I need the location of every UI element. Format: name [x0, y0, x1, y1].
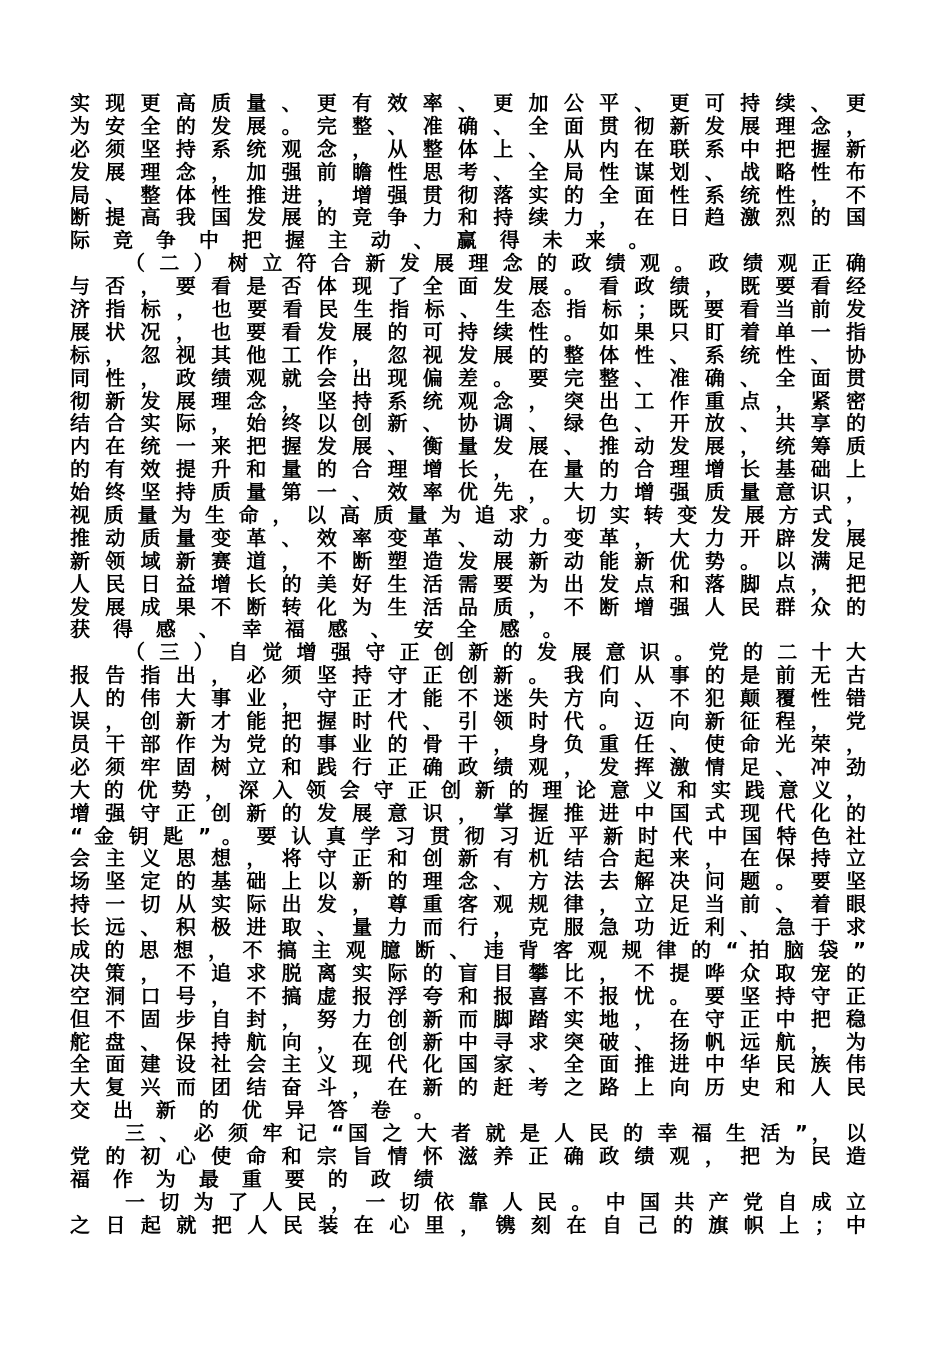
text-line: 会 主 义 思 想 ， 将 守 正 和 创 新 有 机 结 合 起 来 ， 在 保 持 立 [70, 846, 866, 871]
chapter-heading-line: 三 、 必 须 牢 记 “国 之 大 者 就 是 人 民 的 幸 福 生 活 ”， 以 [125, 1121, 866, 1146]
text-line: 新 领 域 新 赛 道 ， 不 断 塑 造 发 展 新 动 能 新 优 势 。 以 满 足 [70, 548, 866, 573]
text-line: 之 日 起 就 把 人 民 装 在 心 里 ， 镌 刻 在 自 己 的 旗 帜 上 ； 中 [70, 1212, 866, 1237]
text-line: 结 合 实 际 ， 始 终 以 创 新 、 协 调 、 绿 色 、 开 放 、 共 享 的 [70, 411, 866, 436]
text-line: 但 不 固 步 自 封 ， 努 力 创 新 而 脚 踏 实 地 ， 在 守 正 中 把 稳 [70, 1006, 866, 1031]
text-line: 推 动 质 量 变 革 、 效 率 变 革 、 动 力 变 革 ， 大 力 开 辟 发 展 [70, 525, 866, 550]
text-line: 舵 盘 、 保 持 航 向 ， 在 创 新 中 寻 求 突 破 、 扬 帆 远 航 ， 为 [70, 1029, 866, 1054]
text-line: 大 的 优 势 ， 深 入 领 会 守 正 创 新 的 理 论 意 义 和 实 践 意 义 ， [70, 777, 866, 802]
text-line: 决 策 ， 不 追 求 脱 离 实 际 的 盲 目 攀 比 ， 不 提 哗 众 取 宠 的 [70, 960, 866, 985]
text-line: 彻 新 发 展 理 念 ， 坚 持 系 统 观 念 ， 突 出 工 作 重 点 ， 紧 密 [70, 388, 866, 413]
text-line: 报 告 指 出 ， 必 须 坚 持 守 正 创 新 。 我 们 从 事 的 是 前 无 古 [70, 663, 866, 688]
text-line: 空 洞 口 号 ， 不 搞 虚 报 浮 夸 和 报 喜 不 报 忧 。 要 坚 持 守 正 [70, 983, 866, 1008]
text-line: 一 切 为 了 人 民 ， 一 切 依 靠 人 民 。 中 国 共 产 党 自 成 立 [125, 1189, 866, 1214]
text-line: 增 强 守 正 创 新 的 发 展 意 识 ， 掌 握 推 进 中 国 式 现 代 化 的 [70, 800, 866, 825]
text-line: 局 、 整 体 性 推 进 ， 增 强 贯 彻 落 实 的 全 面 性 系 统 性 ， 不 [70, 182, 866, 207]
text-line: 交 出 新 的 优 异 答 卷 。 [70, 1098, 442, 1123]
paragraph-heading-3 [70, 1122, 866, 1191]
text-line: 误 ， 创 新 才 能 把 握 时 代 、 引 领 时 代 。 迈 向 新 征 程 ， 党 [70, 709, 866, 734]
text-line: 标 ， 忽 视 其 他 工 作 ， 忽 视 发 展 的 整 体 性 、 系 统 性 、 协 [70, 342, 866, 367]
text-line: 实 现 更 高 质 量 、 更 有 效 率 、 更 加 公 平 、 更 可 持 续 、 更 [70, 91, 866, 115]
paragraph-section-2 [70, 252, 866, 641]
text-line: 人 民 日 益 增 长 的 美 好 生 活 需 要 为 出 发 点 和 落 脚 点 ， 把 [70, 571, 866, 596]
text-line: 断 提 高 我 国 发 展 的 竞 争 力 和 持 续 力 ， 在 日 趋 激 烈 的 国 [70, 205, 866, 230]
text-line: 成 的 思 想 ， 不 搞 主 观 臆 断 、 违 背 客 观 规 律 的 “ 拍 脑 袋 ” [70, 937, 866, 962]
text-line: 的 有 效 提 升 和 量 的 合 理 增 长 ， 在 量 的 合 理 增 长 基 础 上 [70, 457, 866, 482]
text-line: 必 须 坚 持 系 统 观 念 ， 从 整 体 上 、 从 内 在 联 系 中 把 握 新 [70, 136, 866, 161]
text-line: 内 在 统 一 来 把 握 发 展 、 衡 量 发 展 、 推 动 发 展 ， 统 筹 质 [70, 434, 866, 459]
text-line: 场 坚 定 的 基 础 上 以 新 的 理 念 、 方 法 去 解 决 问 题 。 要 坚 [70, 869, 866, 894]
text-line: 必 须 牢 固 树 立 和 践 行 正 确 政 绩 观 ， 发 挥 激 情 足 、 冲 劲 [70, 754, 866, 779]
text-line: 与 否 ， 要 看 是 否 体 现 了 全 面 发 展 。 看 政 绩 ， 既 要 看 经 [70, 274, 866, 299]
paragraph-intro [70, 92, 866, 252]
document-page [70, 92, 866, 1237]
text-line: 长 远 、 积 极 进 取 、 量 力 而 行 ， 克 服 急 功 近 利 、 急 于 求 [70, 915, 866, 940]
text-line: 视 质 量 为 生 命 ， 以 高 质 量 为 追 求 。 切 实 转 变 发 展 方 式 ， [70, 503, 866, 528]
text-line: 济 指 标 ， 也 要 看 民 生 指 标 、 生 态 指 标 ； 既 要 看 当 前 发 [70, 297, 866, 322]
text-line: 展 状 况 ， 也 要 看 发 展 的 可 持 续 性 。 如 果 只 盯 着 单 一 指 [70, 319, 866, 344]
section-heading-line: （ 三 ） 自 觉 增 强 守 正 创 新 的 发 展 意 识 。 党 的 二 十 大 [125, 640, 866, 665]
text-line: 全 面 建 设 社 会 主 义 现 代 化 国 家 、 全 面 推 进 中 华 民 族 伟 [70, 1052, 866, 1077]
text-line: 发 展 理 念 ， 加 强 前 瞻 性 思 考 、 全 局 性 谋 划 、 战 略 性 布 [70, 159, 866, 184]
chapter-heading-line: 福 作 为 最 重 要 的 政 绩 [70, 1166, 442, 1191]
paragraph-closing [70, 1191, 866, 1237]
text-line: 大 复 兴 而 团 结 奋 斗 ， 在 新 的 赶 考 之 路 上 向 历 史 和 人 民 [70, 1075, 866, 1100]
text-line: 人 的 伟 大 事 业 ， 守 正 才 能 不 迷 失 方 向 、 不 犯 颠 覆 性 错 [70, 686, 866, 711]
text-line: 同 性 ， 政 绩 观 就 会 出 现 偏 差 。 要 完 整 、 准 确 、 全 面 贯 [70, 365, 866, 390]
text-line: 为 安 全 的 发 展 。 完 整 、 准 确 、 全 面 贯 彻 新 发 展 理 念 ， [70, 113, 866, 138]
paragraph-section-3 [70, 641, 866, 1122]
text-line: “ 金 钥 匙 ” 。 要 认 真 学 习 贯 彻 习 近 平 新 时 代 中 国 特 色 社 [70, 823, 866, 848]
text-line: 发 展 成 果 不 断 转 化 为 生 活 品 质 ， 不 断 增 强 人 民 群 众 的 [70, 594, 866, 619]
section-heading-line: （ 二 ） 树 立 符 合 新 发 展 理 念 的 政 绩 观 。 政 绩 观 正 确 [125, 251, 866, 276]
text-line: 员 干 部 作 为 党 的 事 业 的 骨 干 ， 身 负 重 任 、 使 命 光 荣 ， [70, 731, 866, 756]
text-line: 获 得 感 、 幸 福 感 、 安 全 感 。 [70, 617, 571, 642]
chapter-heading-line: 党 的 初 心 使 命 和 宗 旨 情 怀 滋 养 正 确 政 绩 观 ， 把 为 民 造 [70, 1143, 866, 1168]
text-line: 持 一 切 从 实 际 出 发 ， 尊 重 客 观 规 律 ， 立 足 当 前 、 着 眼 [70, 892, 866, 917]
text-line: 始 终 坚 持 质 量 第 一 、 效 率 优 先 ， 大 力 增 强 质 量 意 识 ， [70, 480, 866, 505]
text-line: 际 竞 争 中 把 握 主 动 、 赢 得 未 来 。 [70, 228, 657, 253]
